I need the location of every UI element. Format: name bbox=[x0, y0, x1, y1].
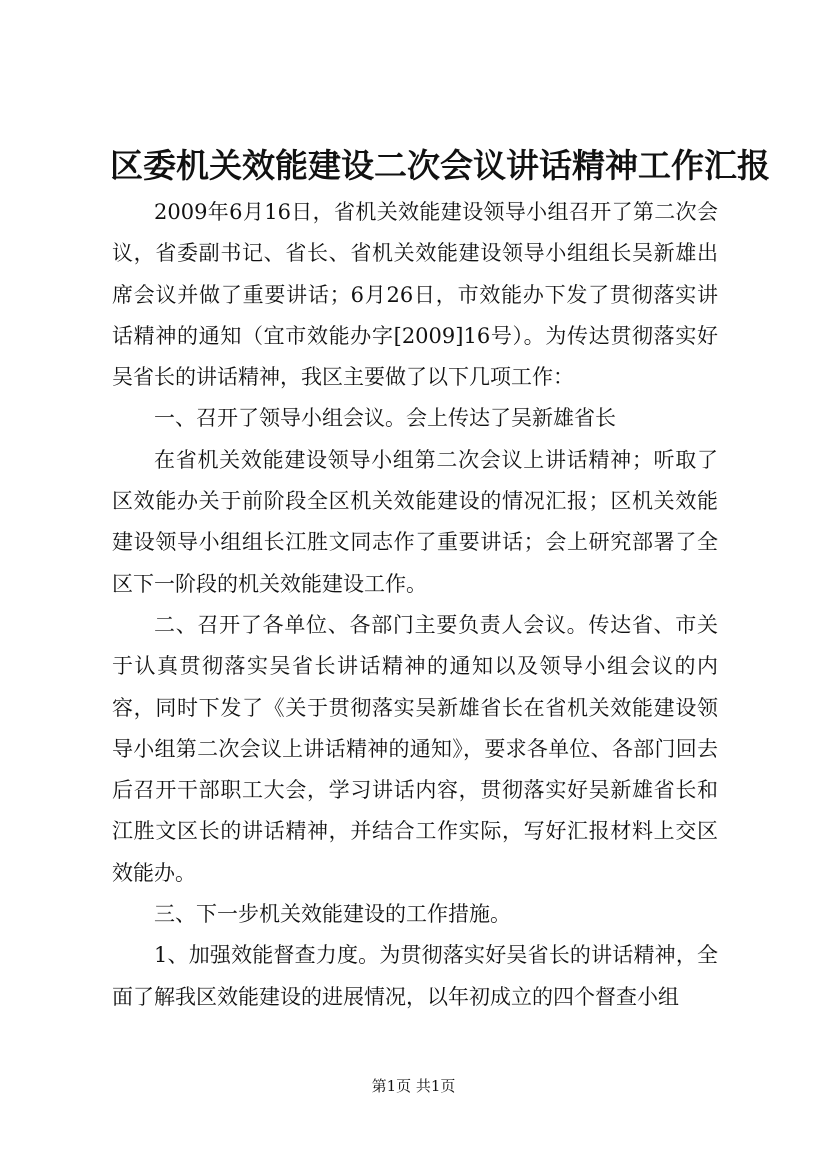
paragraph-section-2: 二、召开了各单位、各部门主要负责人会议。传达省、市关于认真贯彻落实吴省长讲话精神的通知以及领导小组会议的内容，同时下发了《关于贯彻落实吴新雄省长在省机关效能建设领导小组第二次会议上讲话精神的通知》，要求各单位、各部门回去后召开干部职工大会，学习讲话内容，贯彻落实好吴新雄省长和江胜文区长的讲话精神，并结合工作实际，写好汇报材料上交区效能办。 bbox=[112, 612, 718, 885]
paragraph-intro: 2009年6月16日，省机关效能建设领导小组召开了第二次会议，省委副书记、省长、省机关效能建设领导小组组长吴新雄出席会议并做了重要讲话；6月26日，市效能办下发了贯彻落实讲话精神的通知（宜市效能办字[2009]16号）。为传达贯彻落实好吴省长的讲话精神，我区主要做了以下几项工作： bbox=[112, 200, 718, 390]
paragraph-section-1-heading: 一、召开了领导小组会议。会上传达了吴新雄省长 bbox=[154, 406, 616, 431]
page-footer: 第1页 共1页 bbox=[371, 1077, 456, 1095]
document-body bbox=[112, 192, 718, 1018]
document-title: 区委机关效能建设二次会议讲话精神工作汇报 bbox=[110, 146, 770, 185]
paragraph-section-3-heading: 三、下一步机关效能建设的工作措施。 bbox=[154, 902, 511, 927]
paragraph-measure-1: 1、加强效能督查力度。为贯彻落实好吴省长的讲话精神，全面了解我区效能建设的进展情况，以年初成立的四个督查小组 bbox=[112, 943, 718, 1009]
paragraph-section-1-body: 在省机关效能建设领导小组第二次会议上讲话精神；听取了区效能办关于前阶段全区机关效能建设的情况汇报；区机关效能建设领导小组组长江胜文同志作了重要讲话；会上研究部署了全区下一阶段的机关效能建设工作。 bbox=[112, 447, 718, 596]
